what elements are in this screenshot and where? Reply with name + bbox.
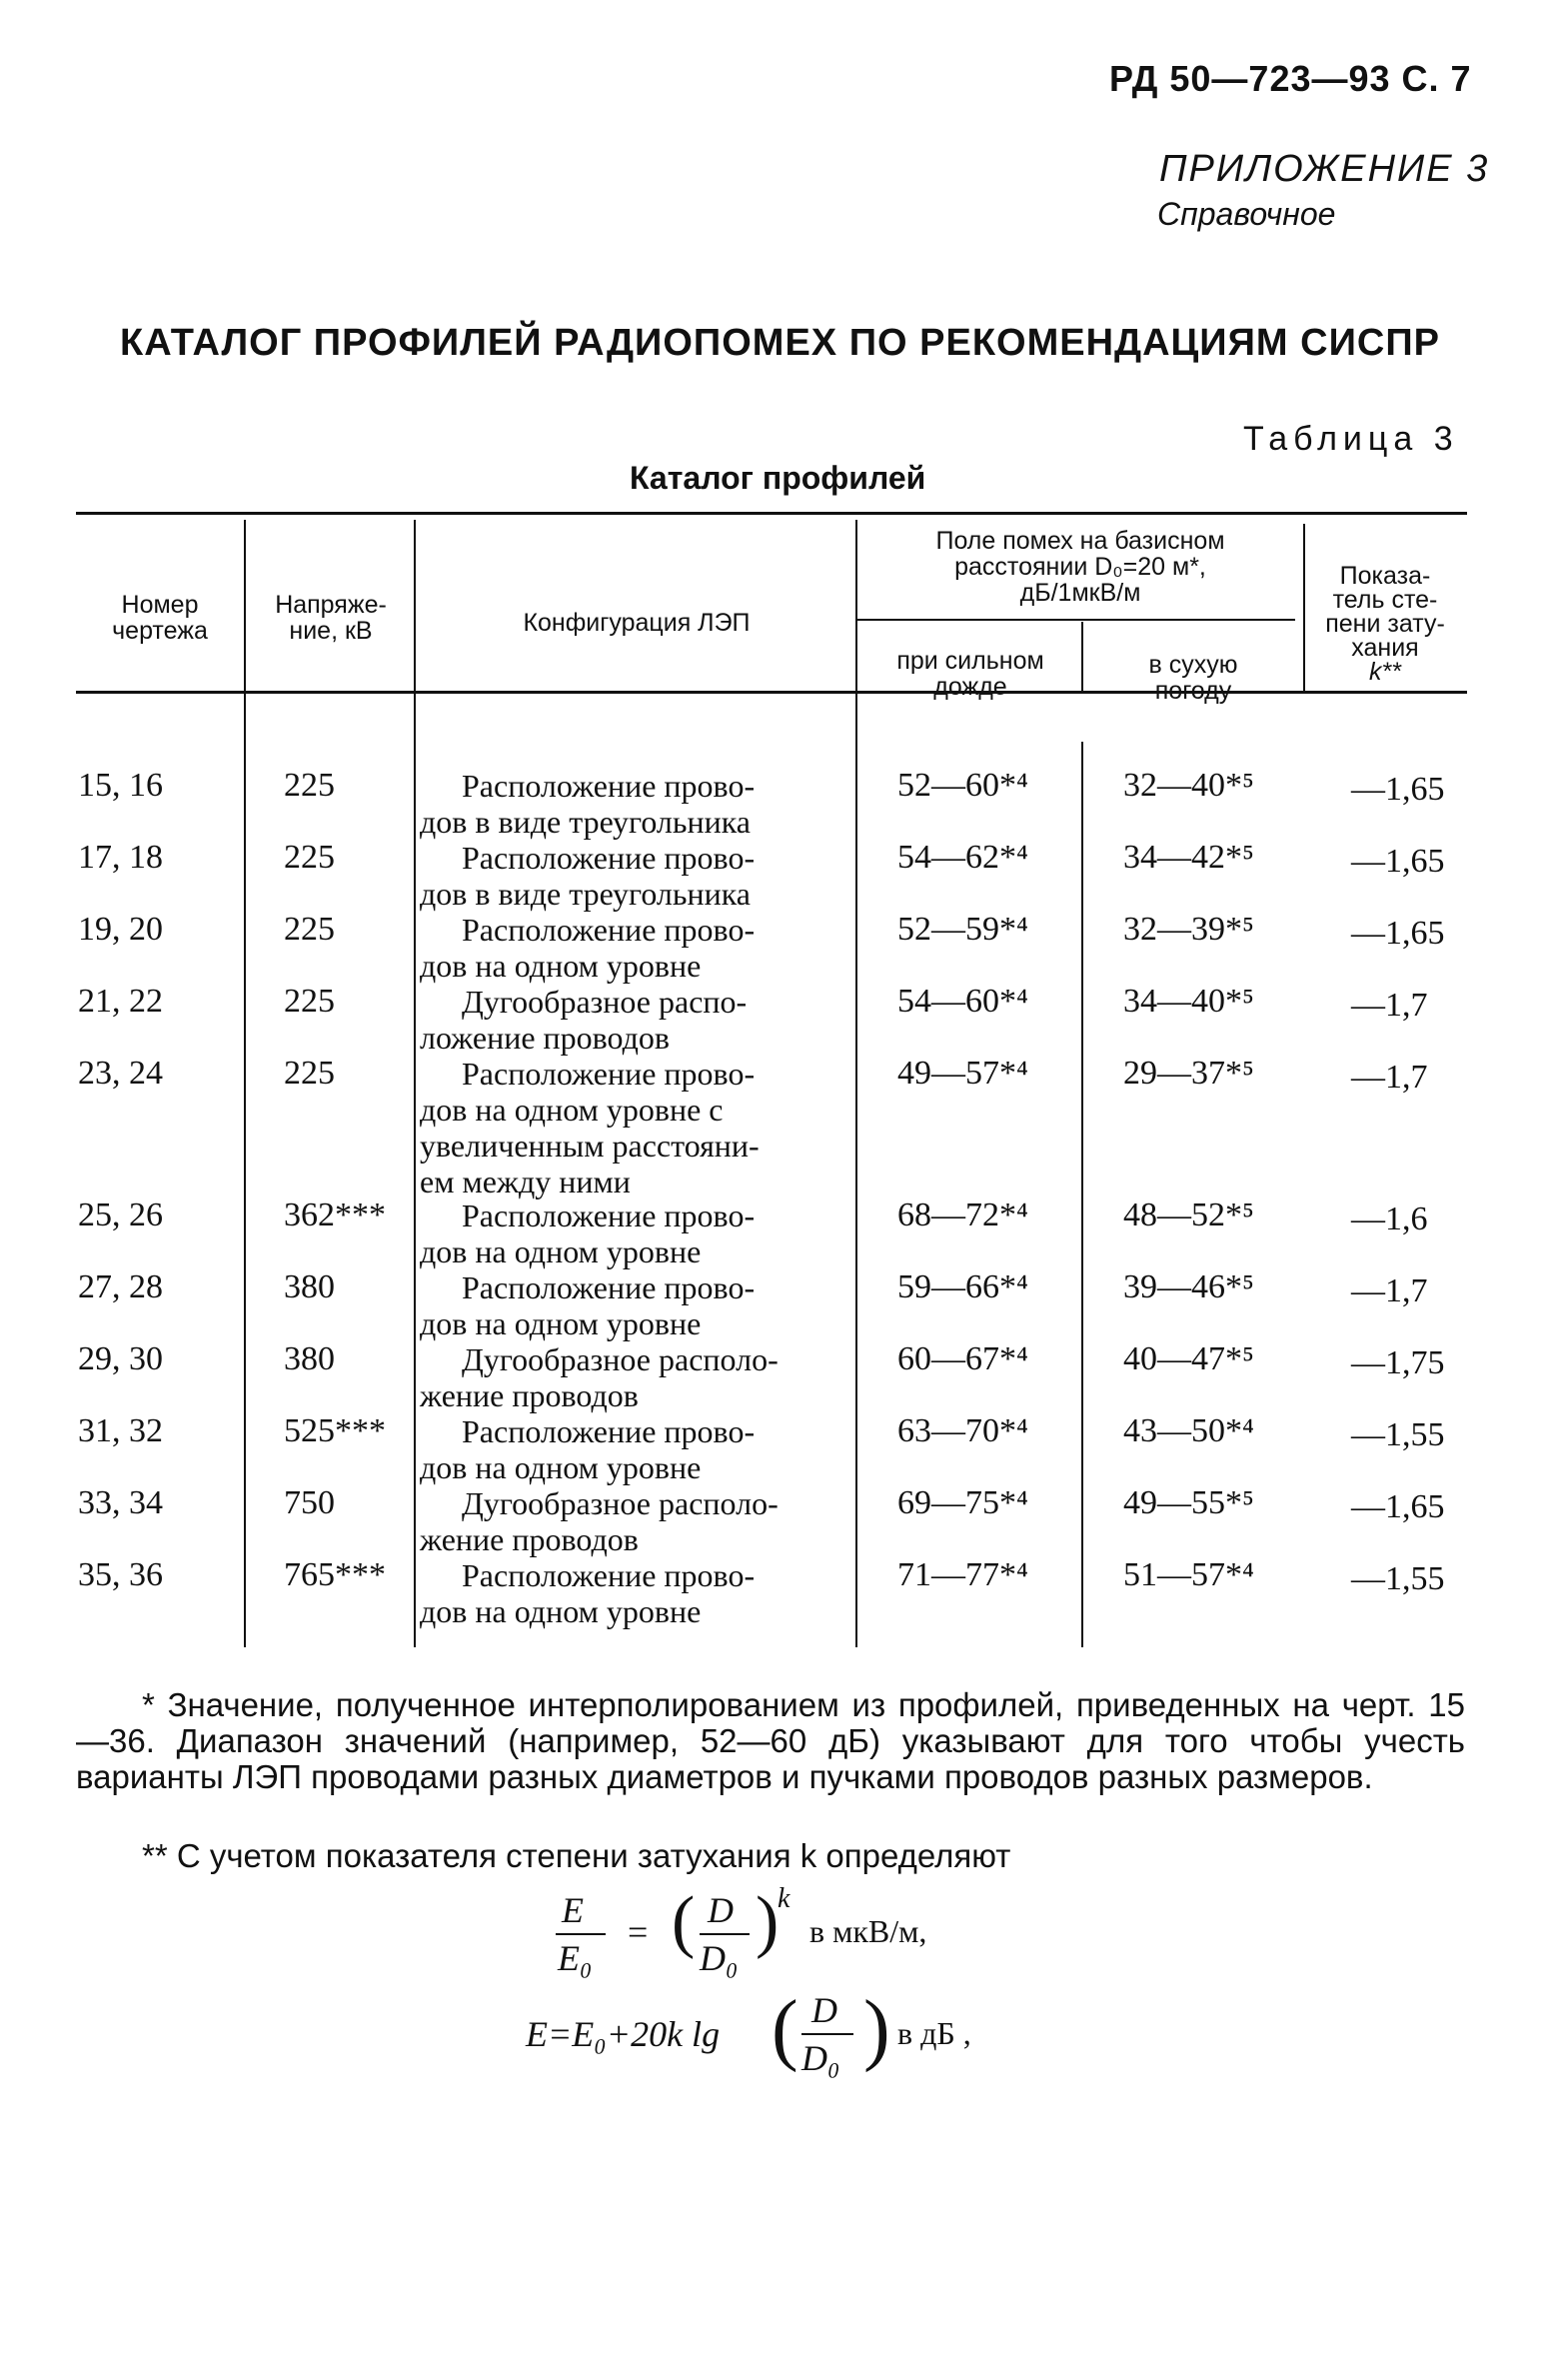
header-number-line1: Номер	[121, 591, 199, 619]
config-line: Расположение прово-	[462, 768, 756, 804]
config-line: дов в виде треугольника	[420, 804, 751, 840]
row-attenuation: —1,7	[1351, 1272, 1428, 1309]
config-line: жение проводов	[420, 1521, 639, 1557]
config-line: дов на одном уровне	[420, 948, 702, 984]
row-configuration	[420, 1557, 849, 1629]
row-dry-weather: 49—55*⁵	[1123, 1484, 1254, 1521]
row-number: 25, 26	[78, 1196, 163, 1233]
row-dry-weather: 32—40*⁵	[1123, 767, 1254, 804]
row-heavy-rain: 60—67*⁴	[897, 1340, 1028, 1377]
row-number: 27, 28	[78, 1268, 163, 1305]
row-voltage: 380	[284, 1268, 335, 1305]
row-voltage: 225	[284, 983, 335, 1020]
config-line: Расположение прово-	[462, 1056, 756, 1092]
document-title: КАТАЛОГ ПРОФИЛЕЙ РАДИОПОМЕХ ПО РЕКОМЕНДАЦИЯМ СИСПР	[120, 322, 1440, 364]
row-dry-weather: 34—40*⁵	[1123, 983, 1254, 1020]
config-line: Расположение прово-	[462, 1197, 756, 1233]
header-field-line2: расстоянии D₀=20 м*,	[954, 553, 1206, 581]
row-voltage: 525***	[284, 1412, 386, 1449]
header-voltage	[248, 592, 414, 644]
col-divider-1	[244, 520, 246, 1647]
formula2-num: D	[811, 1990, 837, 2030]
row-attenuation: —1,75	[1351, 1344, 1445, 1381]
row-voltage: 765***	[284, 1556, 386, 1593]
row-attenuation: —1,55	[1351, 1416, 1445, 1453]
row-configuration	[420, 1269, 849, 1341]
row-number: 19, 20	[78, 911, 163, 948]
appendix-title: ПРИЛОЖЕНИЕ 3	[1159, 148, 1490, 190]
header-field-group	[859, 528, 1301, 606]
header-voltage-line2: ние, кВ	[289, 617, 373, 645]
row-dry-weather: 39—46*⁵	[1123, 1268, 1254, 1305]
row-dry-weather: 34—42*⁵	[1123, 839, 1254, 876]
formula1-num: E	[562, 1890, 584, 1930]
row-configuration	[420, 768, 849, 840]
row-attenuation: —1,65	[1351, 843, 1445, 880]
col-divider-3	[855, 520, 857, 1647]
row-attenuation: —1,7	[1351, 987, 1428, 1024]
formula2-unit: в дБ ,	[897, 2015, 971, 2051]
row-configuration	[420, 1485, 849, 1557]
row-voltage: 380	[284, 1340, 335, 1377]
table-title: Каталог профилей	[630, 460, 926, 496]
formula2-den: D₀	[801, 2038, 840, 2078]
header-att-line5: k**	[1369, 658, 1401, 686]
config-line: ложение проводов	[420, 1020, 670, 1056]
row-heavy-rain: 71—77*⁴	[897, 1556, 1028, 1593]
row-heavy-rain: 54—60*⁴	[897, 983, 1028, 1020]
formula1-den: E₀	[558, 1938, 593, 1978]
row-configuration	[420, 1197, 849, 1269]
row-heavy-rain: 59—66*⁴	[897, 1268, 1028, 1305]
config-line: Дугообразное распо-	[462, 984, 748, 1020]
col-divider-6	[1081, 742, 1083, 1647]
config-line: дов на одном уровне	[420, 1593, 702, 1629]
col-divider-2	[414, 520, 416, 1647]
row-voltage: 225	[284, 1055, 335, 1092]
row-heavy-rain: 68—72*⁴	[897, 1196, 1028, 1233]
formula1-unit: в мкВ/м,	[809, 1913, 927, 1949]
config-line: Расположение прово-	[462, 1557, 756, 1593]
formula2-lparen: (	[772, 1985, 798, 2073]
row-heavy-rain: 49—57*⁴	[897, 1055, 1028, 1092]
row-voltage: 362***	[284, 1196, 386, 1233]
table-label: Таблица 3	[1243, 420, 1459, 458]
header-number-line2: чертежа	[112, 617, 208, 645]
header-rain-line2: дожде	[933, 673, 1007, 701]
col-divider-4	[1081, 622, 1083, 694]
formula1-rhs-den: D₀	[700, 1938, 739, 1978]
row-attenuation: —1,55	[1351, 1560, 1445, 1597]
header-heavy-rain	[859, 648, 1081, 700]
row-dry-weather: 40—47*⁵	[1123, 1340, 1254, 1377]
row-dry-weather: 32—39*⁵	[1123, 911, 1254, 948]
header-config: Конфигурация ЛЭП	[523, 609, 751, 637]
formula1-lparen: (	[672, 1883, 696, 1960]
row-number: 31, 32	[78, 1412, 163, 1449]
config-line: увеличенным расстояни-	[420, 1128, 760, 1164]
row-voltage: 225	[284, 839, 335, 876]
formula1-frac-bar	[556, 1933, 606, 1935]
config-line: дов на одном уровне с	[420, 1092, 724, 1128]
page-reference: РД 50—723—93 С. 7	[1109, 58, 1472, 99]
formula2-frac-bar	[801, 2033, 853, 2035]
header-att-line2: тель сте-	[1332, 586, 1438, 614]
row-configuration	[420, 1056, 849, 1199]
config-line: жение проводов	[420, 1377, 639, 1413]
header-rain-line1: при сильном	[896, 647, 1044, 675]
row-heavy-rain: 52—59*⁴	[897, 911, 1028, 948]
row-number: 29, 30	[78, 1340, 163, 1377]
row-number: 17, 18	[78, 839, 163, 876]
config-line: дов на одном уровне	[420, 1449, 702, 1485]
row-configuration	[420, 840, 849, 912]
header-field-line1: Поле помех на базисном	[935, 527, 1225, 555]
row-heavy-rain: 69—75*⁴	[897, 1484, 1028, 1521]
row-number: 15, 16	[78, 767, 163, 804]
row-voltage: 750	[284, 1484, 335, 1521]
row-number: 33, 34	[78, 1484, 163, 1521]
footnote-1-text: * Значение, полученное интерполированием из профилей, приведенных на черт. 15—36. Диапазон значений (например, 52—60 дБ) указывают для того чтобы учесть варианты ЛЭП проводами разных диаметров и пучками проводов разных размеров.	[76, 1686, 1465, 1795]
formula2-rparen: )	[863, 1985, 890, 2073]
config-line: дов в виде треугольника	[420, 876, 751, 912]
header-attenuation	[1305, 564, 1465, 684]
row-configuration	[420, 912, 849, 984]
config-line: Дугообразное располо-	[462, 1341, 779, 1377]
header-dry-line1: в сухую	[1148, 651, 1238, 679]
config-line: Расположение прово-	[462, 912, 756, 948]
row-dry-weather: 51—57*⁴	[1123, 1556, 1254, 1593]
formula1-rhs-num: D	[708, 1890, 734, 1930]
row-attenuation: —1,7	[1351, 1059, 1428, 1096]
row-attenuation: —1,65	[1351, 915, 1445, 952]
config-line: дов на одном уровне	[420, 1305, 702, 1341]
subheader-rule	[857, 619, 1295, 621]
row-number: 23, 24	[78, 1055, 163, 1092]
row-number: 35, 36	[78, 1556, 163, 1593]
row-attenuation: —1,65	[1351, 1488, 1445, 1525]
formula1-rparen: )	[756, 1883, 780, 1960]
config-line: Расположение прово-	[462, 1413, 756, 1449]
config-line: дов на одном уровне	[420, 1233, 702, 1269]
config-line: Расположение прово-	[462, 1269, 756, 1305]
row-heavy-rain: 63—70*⁴	[897, 1412, 1028, 1449]
formula1-exponent: k	[778, 1883, 790, 1914]
row-dry-weather: 29—37*⁵	[1123, 1055, 1254, 1092]
header-voltage-line1: Напряже-	[275, 591, 387, 619]
header-att-line3: пени зату-	[1325, 610, 1445, 638]
config-line: ем между ними	[420, 1164, 631, 1199]
header-number	[76, 592, 244, 644]
row-voltage: 225	[284, 911, 335, 948]
header-att-line4: хания	[1351, 634, 1419, 662]
config-line: Дугообразное располо-	[462, 1485, 779, 1521]
row-heavy-rain: 52—60*⁴	[897, 767, 1028, 804]
formula2-lhs: E=E₀+20k lg	[526, 2014, 721, 2054]
row-configuration	[420, 1413, 849, 1485]
row-configuration	[420, 984, 849, 1056]
row-configuration	[420, 1341, 849, 1413]
row-heavy-rain: 54—62*⁴	[897, 839, 1028, 876]
header-dry-weather	[1085, 652, 1301, 704]
table-top-rule	[76, 512, 1467, 515]
row-dry-weather: 48—52*⁵	[1123, 1196, 1254, 1233]
row-attenuation: —1,65	[1351, 771, 1445, 808]
formula1-equals: =	[628, 1912, 649, 1952]
config-line: Расположение прово-	[462, 840, 756, 876]
footnote-2: ** С учетом показателя степени затухания k определяют	[142, 1837, 1011, 1874]
row-voltage: 225	[284, 767, 335, 804]
appendix-subtitle: Справочное	[1157, 196, 1336, 232]
row-attenuation: —1,6	[1351, 1200, 1428, 1237]
header-dry-line2: погоду	[1154, 677, 1232, 705]
header-field-line3: дБ/1мкВ/м	[1019, 579, 1141, 607]
row-number: 21, 22	[78, 983, 163, 1020]
footnote-1	[76, 1687, 1465, 1795]
formula1-rhs-bar	[700, 1933, 750, 1935]
header-att-line1: Показа-	[1339, 562, 1431, 590]
row-dry-weather: 43—50*⁴	[1123, 1412, 1254, 1449]
